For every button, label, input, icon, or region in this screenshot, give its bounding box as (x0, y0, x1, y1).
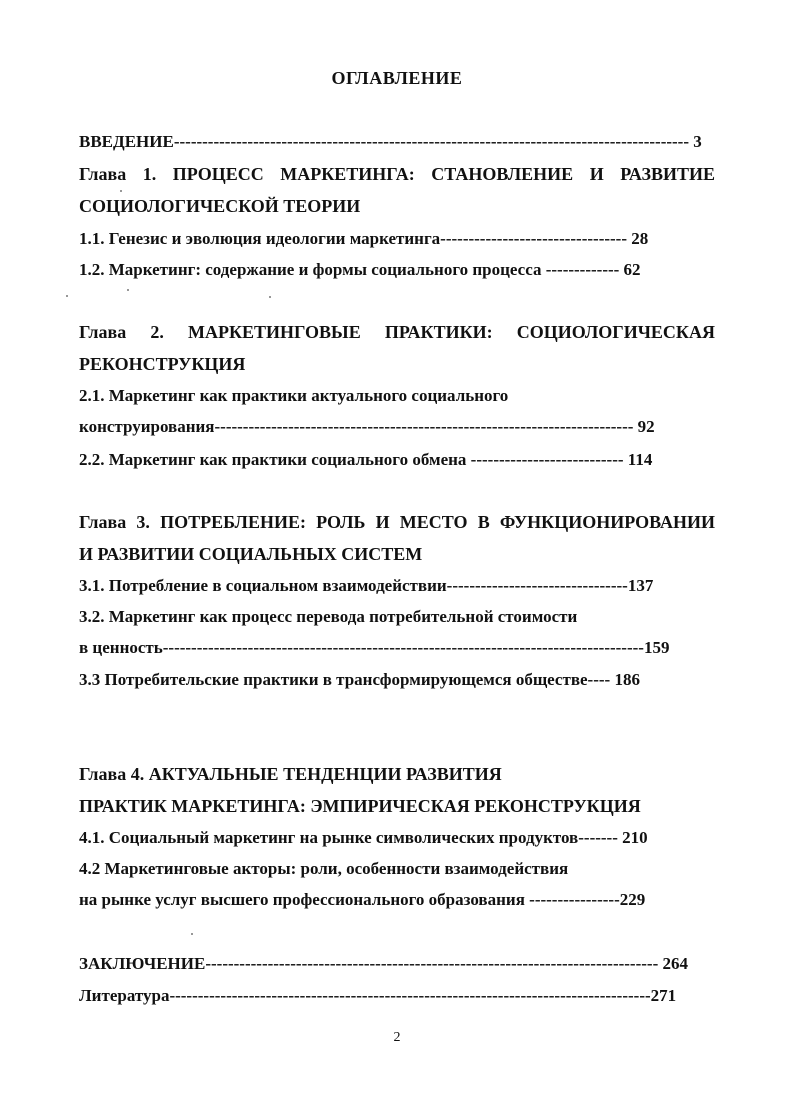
chapter-3-heading-cont: И РАЗВИТИИ СОЦИАЛЬНЫХ СИСТЕМ (79, 544, 423, 564)
scan-speck (191, 933, 193, 935)
toc-entry-1-1: 1.1. Генезис и эволюция идеологии маркетинга--------------------------------- 28 (79, 229, 649, 248)
toc-entry-introduction: ВВЕДЕНИЕ------------------------------------------------------------------------------------------- 3 (79, 132, 702, 151)
toc-entry-literature: Литература-------------------------------------------------------------------------------------271 (79, 986, 677, 1005)
toc-entry-4-2: 4.2 Маркетинговые акторы: роли, особенности взаимодействия (79, 859, 569, 878)
chapter-2-heading-cont: РЕКОНСТРУКЦИЯ (79, 354, 246, 374)
chapter-3-heading: Глава 3. ПОТРЕБЛЕНИЕ: РОЛЬ И МЕСТО В ФУНКЦИОНИРОВАНИИ (79, 512, 715, 532)
chapter-1-heading-cont: СОЦИОЛОГИЧЕСКОЙ ТЕОРИИ (79, 196, 361, 216)
chapter-2-heading: Глава 2. МАРКЕТИНГОВЫЕ ПРАКТИКИ: СОЦИОЛОГИЧЕСКАЯ (79, 322, 715, 342)
toc-title: ОГЛАВЛЕНИЕ (331, 68, 463, 88)
chapter-4-heading-cont: ПРАКТИК МАРКЕТИНГА: ЭМПИРИЧЕСКАЯ РЕКОНСТРУКЦИЯ (79, 796, 641, 816)
toc-entry-conclusion: ЗАКЛЮЧЕНИЕ-------------------------------------------------------------------------------- 264 (79, 954, 688, 973)
scan-speck (269, 296, 271, 298)
toc-entry-2-1-cont: конструирования-------------------------------------------------------------------------- 92 (79, 417, 655, 436)
page-number: 2 (393, 1030, 401, 1045)
toc-entry-3-3: 3.3 Потребительские практики в трансформирующемся обществе---- 186 (79, 670, 640, 689)
scan-speck (66, 295, 68, 297)
toc-entry-4-1: 4.1. Социальный маркетинг на рынке символических продуктов------- 210 (79, 828, 648, 847)
toc-entry-3-1: 3.1. Потребление в социальном взаимодействии--------------------------------137 (79, 576, 654, 595)
scan-speck (120, 190, 122, 192)
toc-entry-3-2-cont: в ценность-------------------------------------------------------------------------------------159 (79, 638, 670, 657)
toc-entry-1-2: 1.2. Маркетинг: содержание и формы социального процесса ------------- 62 (79, 260, 641, 279)
toc-entry-4-2-cont: на рынке услуг высшего профессионального образования ----------------229 (79, 890, 646, 909)
toc-entry-3-2: 3.2. Маркетинг как процесс перевода потребительной стоимости (79, 607, 578, 626)
scan-speck (127, 289, 129, 291)
toc-entry-2-2: 2.2. Маркетинг как практики социального обмена --------------------------- 114 (79, 450, 653, 469)
toc-entry-2-1: 2.1. Маркетинг как практики актуального социального (79, 386, 509, 405)
chapter-1-heading: Глава 1. ПРОЦЕСС МАРКЕТИНГА: СТАНОВЛЕНИЕ И РАЗВИТИЕ (79, 164, 715, 184)
chapter-4-heading: Глава 4. АКТУАЛЬНЫЕ ТЕНДЕНЦИИ РАЗВИТИЯ (79, 764, 502, 784)
